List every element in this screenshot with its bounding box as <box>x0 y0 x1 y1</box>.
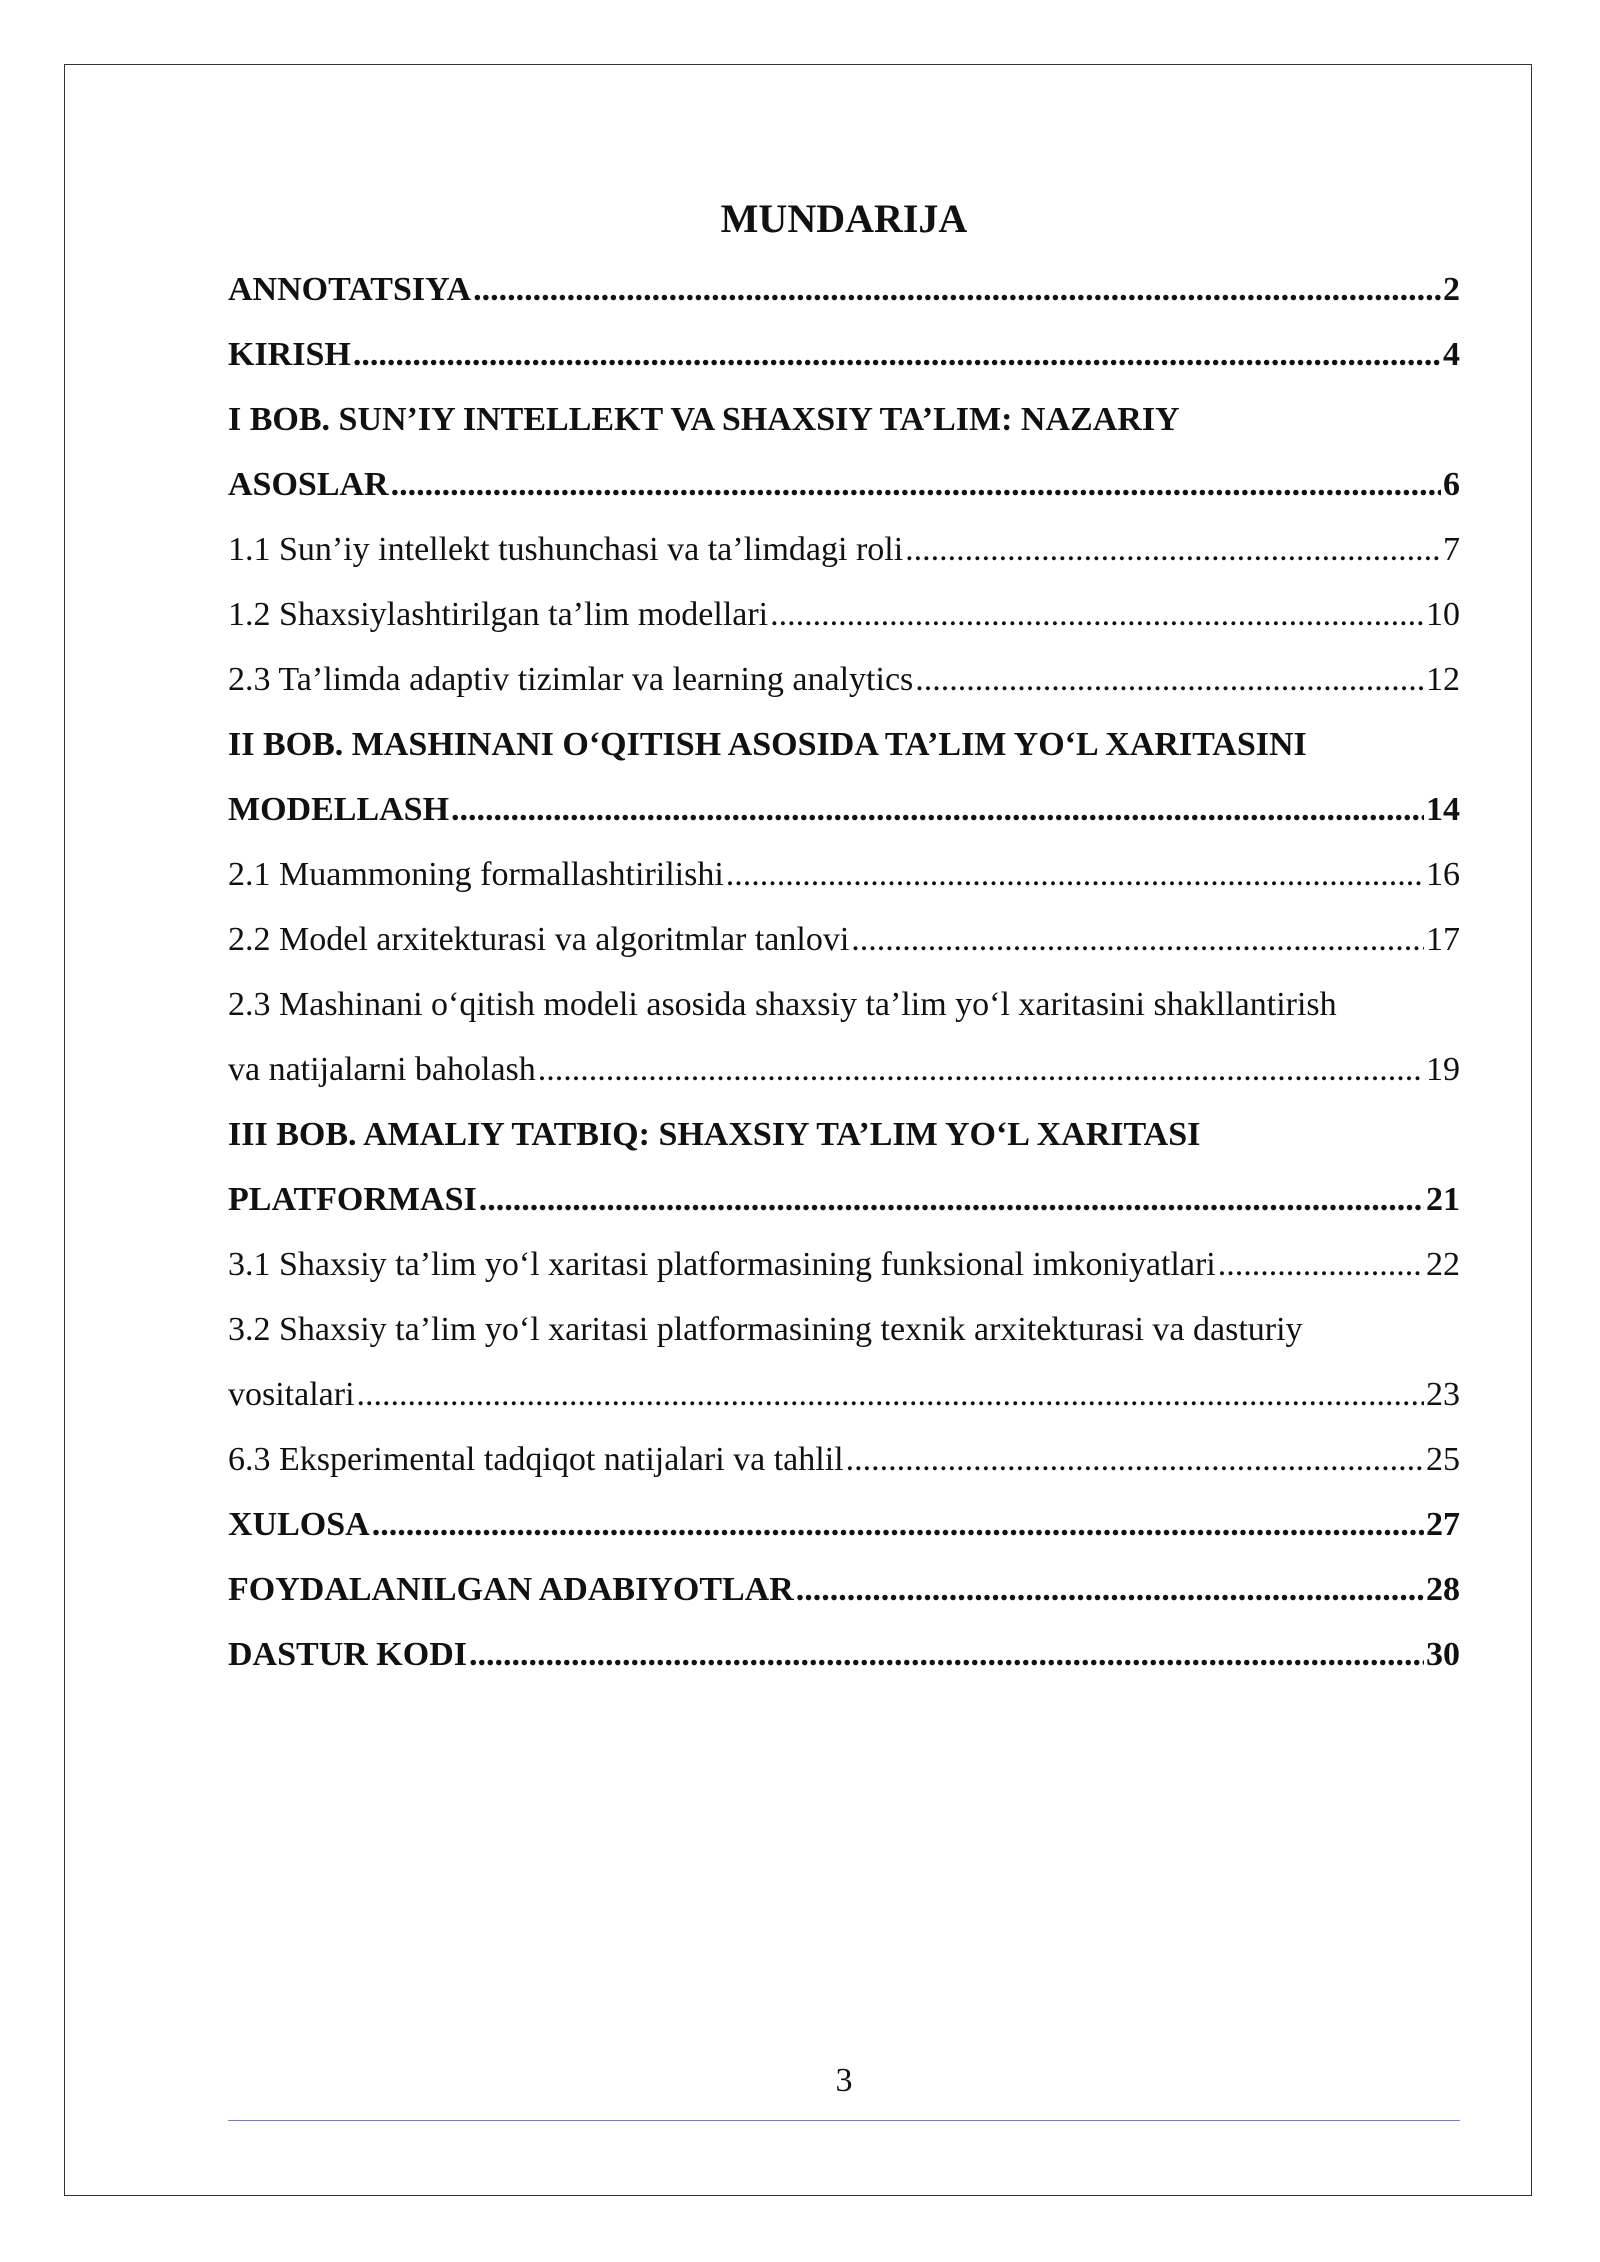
page-number: 3 <box>835 2062 853 2099</box>
footer-rule <box>228 2120 1460 2121</box>
toc-page-number: 27 <box>1426 1506 1460 1543</box>
toc-entry-line[interactable] <box>228 582 1460 647</box>
toc-page-number: 17 <box>1426 921 1460 958</box>
toc-entry-line[interactable] <box>228 387 1460 452</box>
toc-entry-text: ASOSLAR <box>228 466 389 503</box>
toc-entry-text: MODELLASH <box>228 791 450 828</box>
toc-entry-line[interactable] <box>228 1427 1460 1492</box>
toc-page-number: 4 <box>1443 336 1460 373</box>
toc-entry-text: I BOB. SUN’IY INTELLEKT VA SHAXSIY TA’LIM: NAZARIY <box>228 401 1180 438</box>
toc-entry-line[interactable] <box>228 1492 1460 1557</box>
toc-entry-text: PLATFORMASI <box>228 1181 477 1218</box>
table-of-contents <box>228 257 1460 1687</box>
dot-leader <box>915 647 1424 712</box>
toc-page-number: 6 <box>1443 466 1460 503</box>
toc-entry-text: 1.2 Shaxsiylashtirilgan ta’lim modellari <box>228 596 769 633</box>
toc-entry-line[interactable] <box>228 1037 1460 1102</box>
toc-entry-line[interactable] <box>228 1622 1460 1687</box>
dot-leader <box>372 1492 1424 1557</box>
toc-entry-line[interactable] <box>228 1297 1460 1362</box>
toc-page-number: 22 <box>1426 1246 1460 1283</box>
toc-page-number: 23 <box>1426 1376 1460 1413</box>
toc-title: MUNDARIJA <box>720 196 968 241</box>
toc-entry-text: va natijalarni baholash <box>228 1051 536 1088</box>
toc-entry-text: 3.1 Shaxsiy ta’lim yo‘l xaritasi platformasining funksional imkoniyatlari <box>228 1246 1216 1283</box>
toc-entry-line[interactable] <box>228 517 1460 582</box>
toc-entry-line[interactable] <box>228 972 1460 1037</box>
toc-page-number: 28 <box>1426 1571 1460 1608</box>
dot-leader <box>851 907 1424 972</box>
dot-leader <box>846 1427 1424 1492</box>
dot-leader <box>905 517 1441 582</box>
toc-page-number: 10 <box>1426 596 1460 633</box>
toc-entry-text: 2.2 Model arxitekturasi va algoritmlar tanlovi <box>228 921 850 958</box>
dot-leader <box>770 582 1424 647</box>
toc-page-number: 16 <box>1426 856 1460 893</box>
dot-leader <box>726 842 1424 907</box>
toc-page-number: 19 <box>1426 1051 1460 1088</box>
toc-entry-line[interactable] <box>228 907 1460 972</box>
toc-entry-text: 3.2 Shaxsiy ta’lim yo‘l xaritasi platformasining texnik arxitekturasi va dasturiy <box>228 1311 1303 1348</box>
dot-leader <box>469 1622 1424 1687</box>
toc-entry-line[interactable] <box>228 1232 1460 1297</box>
dot-leader <box>1218 1232 1424 1297</box>
toc-entry-line[interactable] <box>228 647 1460 712</box>
toc-entry-line[interactable] <box>228 777 1460 842</box>
toc-entry-line[interactable] <box>228 1167 1460 1232</box>
dot-leader <box>796 1557 1424 1622</box>
toc-page-number: 30 <box>1426 1636 1460 1673</box>
toc-page-number: 25 <box>1426 1441 1460 1478</box>
dot-leader <box>357 1362 1424 1427</box>
dot-leader <box>479 1167 1424 1232</box>
toc-entry-line[interactable] <box>228 1557 1460 1622</box>
toc-entry-text: III BOB. AMALIY TATBIQ: SHAXSIY TA’LIM YO‘L XARITASI <box>228 1116 1201 1153</box>
dot-leader <box>353 322 1441 387</box>
toc-entry-line[interactable] <box>228 1362 1460 1427</box>
dot-leader <box>391 452 1441 517</box>
toc-page-number: 12 <box>1426 661 1460 698</box>
toc-entry-line[interactable] <box>228 322 1460 387</box>
dot-leader <box>473 257 1441 322</box>
toc-page-number: 7 <box>1443 531 1460 568</box>
toc-entry-text: II BOB. MASHINANI O‘QITISH ASOSIDA TA’LIM YO‘L XARITASINI <box>228 726 1307 763</box>
toc-entry-text: XULOSA <box>228 1506 370 1543</box>
dot-leader <box>538 1037 1424 1102</box>
toc-entry-text: 2.3 Mashinani o‘qitish modeli asosida shaxsiy ta’lim yo‘l xaritasini shakllantirish <box>228 986 1337 1023</box>
toc-page-number: 21 <box>1426 1181 1460 1218</box>
toc-entry-text: KIRISH <box>228 336 351 373</box>
toc-entry-text: DASTUR KODI <box>228 1636 467 1673</box>
toc-entry-text: ANNOTATSIYA <box>228 271 472 308</box>
toc-entry-text: FOYDALANILGAN ADABIYOTLAR <box>228 1571 794 1608</box>
toc-entry-line[interactable] <box>228 452 1460 517</box>
toc-entry-text: 2.3 Ta’limda adaptiv tizimlar va learning analytics <box>228 661 914 698</box>
toc-page-number: 14 <box>1426 791 1460 828</box>
toc-entry-text: 6.3 Eksperimental tadqiqot natijalari va tahlil <box>228 1441 844 1478</box>
toc-entry-line[interactable] <box>228 257 1460 322</box>
toc-entry-line[interactable] <box>228 1102 1460 1167</box>
toc-entry-line[interactable] <box>228 842 1460 907</box>
toc-entry-text: 1.1 Sun’iy intellekt tushunchasi va ta’limdagi roli <box>228 531 904 568</box>
toc-page-number: 2 <box>1443 271 1460 308</box>
toc-entry-line[interactable] <box>228 712 1460 777</box>
toc-entry-text: vositalari <box>228 1376 355 1413</box>
dot-leader <box>451 777 1424 842</box>
toc-entry-text: 2.1 Muammoning formallashtirilishi <box>228 856 724 893</box>
